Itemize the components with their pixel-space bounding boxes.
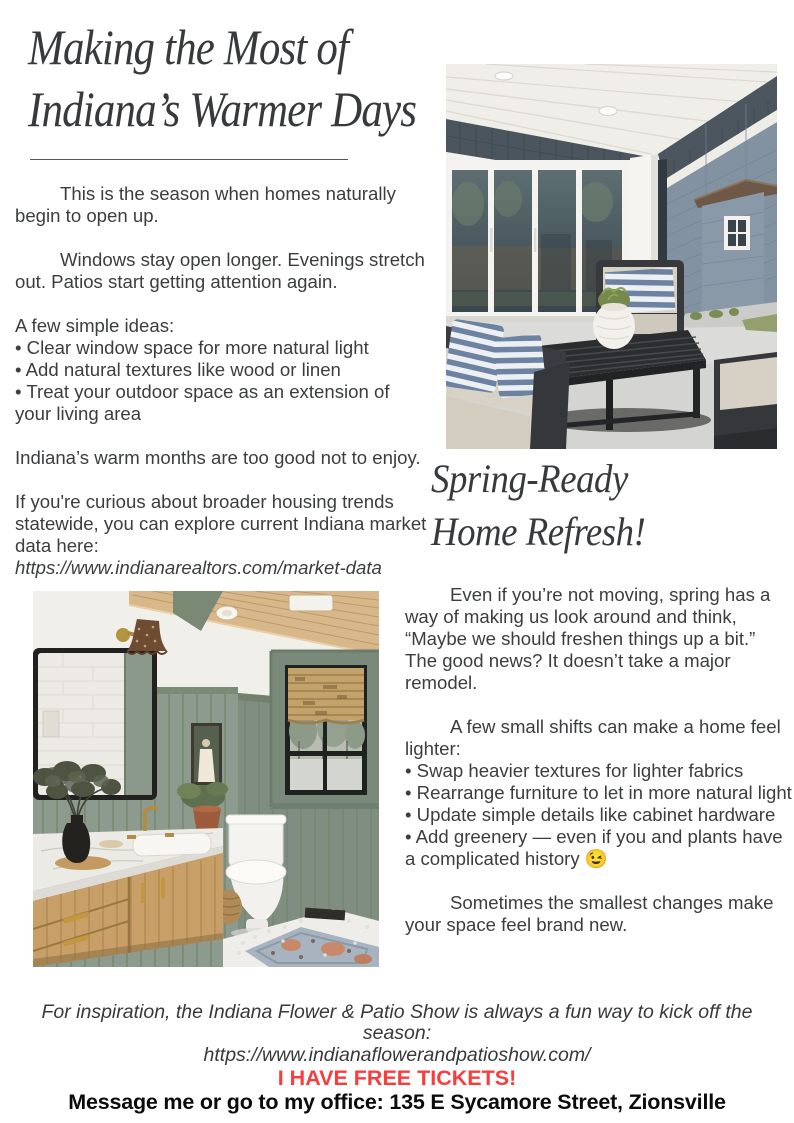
market-data-link-line	[15, 557, 429, 579]
bullet-item: • Add natural textures like wood or linen	[15, 359, 341, 380]
woven-shade	[288, 668, 364, 723]
window	[271, 651, 379, 809]
bullet-item: • Rearrange furniture to let in more natural light	[405, 782, 792, 803]
recessed-light	[599, 107, 617, 116]
planter-pot	[593, 288, 635, 349]
paragraph: Even if you’re not moving, spring has a way of making us look around and think, “Maybe we should freshen things up a bit.”	[405, 584, 771, 649]
bathroom-photo	[33, 591, 379, 967]
paragraph: If you're curious about broader housing trends statewide, you can explore current Indiana market data here:	[15, 491, 427, 556]
bullet-item: • Update simple details like cabinet hardware	[405, 804, 776, 825]
list-intro: A few simple ideas:	[15, 315, 175, 336]
shower-niche	[43, 711, 59, 737]
bullet-item: • Add greenery — even if you and plants have a complicated history 😉	[405, 826, 783, 869]
bullet-item: • Treat your outdoor space as an extension of your living area	[15, 381, 390, 424]
spring-refresh-heading	[431, 452, 645, 558]
bullet-item: • Swap heavier textures for lighter fabrics	[405, 760, 744, 781]
patio-photo	[446, 64, 777, 449]
paragraph: This is the season when homes naturally begin to open up.	[15, 183, 396, 226]
title-line-1: Making the Most of	[28, 19, 349, 75]
subtitle-line-2: Home Refresh!	[431, 509, 646, 554]
market-data-link[interactable]: https://www.indianarealtors.com/market-data	[15, 557, 382, 578]
paragraph: Windows stay open longer. Evenings stretch out. Patios start getting attention again.	[15, 249, 425, 292]
page-title	[28, 16, 416, 140]
bathroom-photo-illustration	[33, 591, 379, 967]
paragraph: A few small shifts can make a home feel lighter:	[405, 716, 781, 759]
paragraph: Indiana’s warm months are too good not to enjoy.	[15, 447, 421, 468]
left-column	[15, 183, 429, 579]
title-underline	[30, 159, 348, 160]
framed-art	[191, 723, 222, 785]
title-line-2: Indiana’s Warmer Days	[28, 81, 417, 137]
patio-photo-illustration	[446, 64, 777, 449]
door-handle	[534, 228, 537, 252]
paragraph: Sometimes the smallest changes make your space feel brand new.	[405, 892, 774, 935]
footer	[0, 1002, 794, 1114]
free-tickets-banner	[0, 1067, 794, 1090]
right-column	[405, 584, 794, 958]
skylight	[289, 595, 333, 611]
soap-dish	[99, 840, 123, 848]
footer-note: For inspiration, the Indiana Flower & Patio Show is always a fun way to kick off the season:	[41, 1001, 753, 1044]
recessed-light	[495, 72, 513, 80]
flower-show-link[interactable]: https://www.indianaflowerandpatioshow.com/	[203, 1044, 591, 1066]
subtitle-line-1: Spring-Ready	[431, 456, 628, 501]
paragraph: The good news? It doesn’t take a major remodel.	[405, 650, 731, 693]
bullet-item: • Clear window space for more natural light	[15, 337, 369, 358]
door-handle	[490, 228, 493, 252]
free-tickets-text: I HAVE FREE TICKETS!	[277, 1066, 517, 1090]
side-chair	[714, 352, 777, 449]
office-address: Message me or go to my office: 135 E Sycamore Street, Zionsville	[68, 1090, 726, 1114]
flower-show-link-line	[19, 1045, 775, 1066]
